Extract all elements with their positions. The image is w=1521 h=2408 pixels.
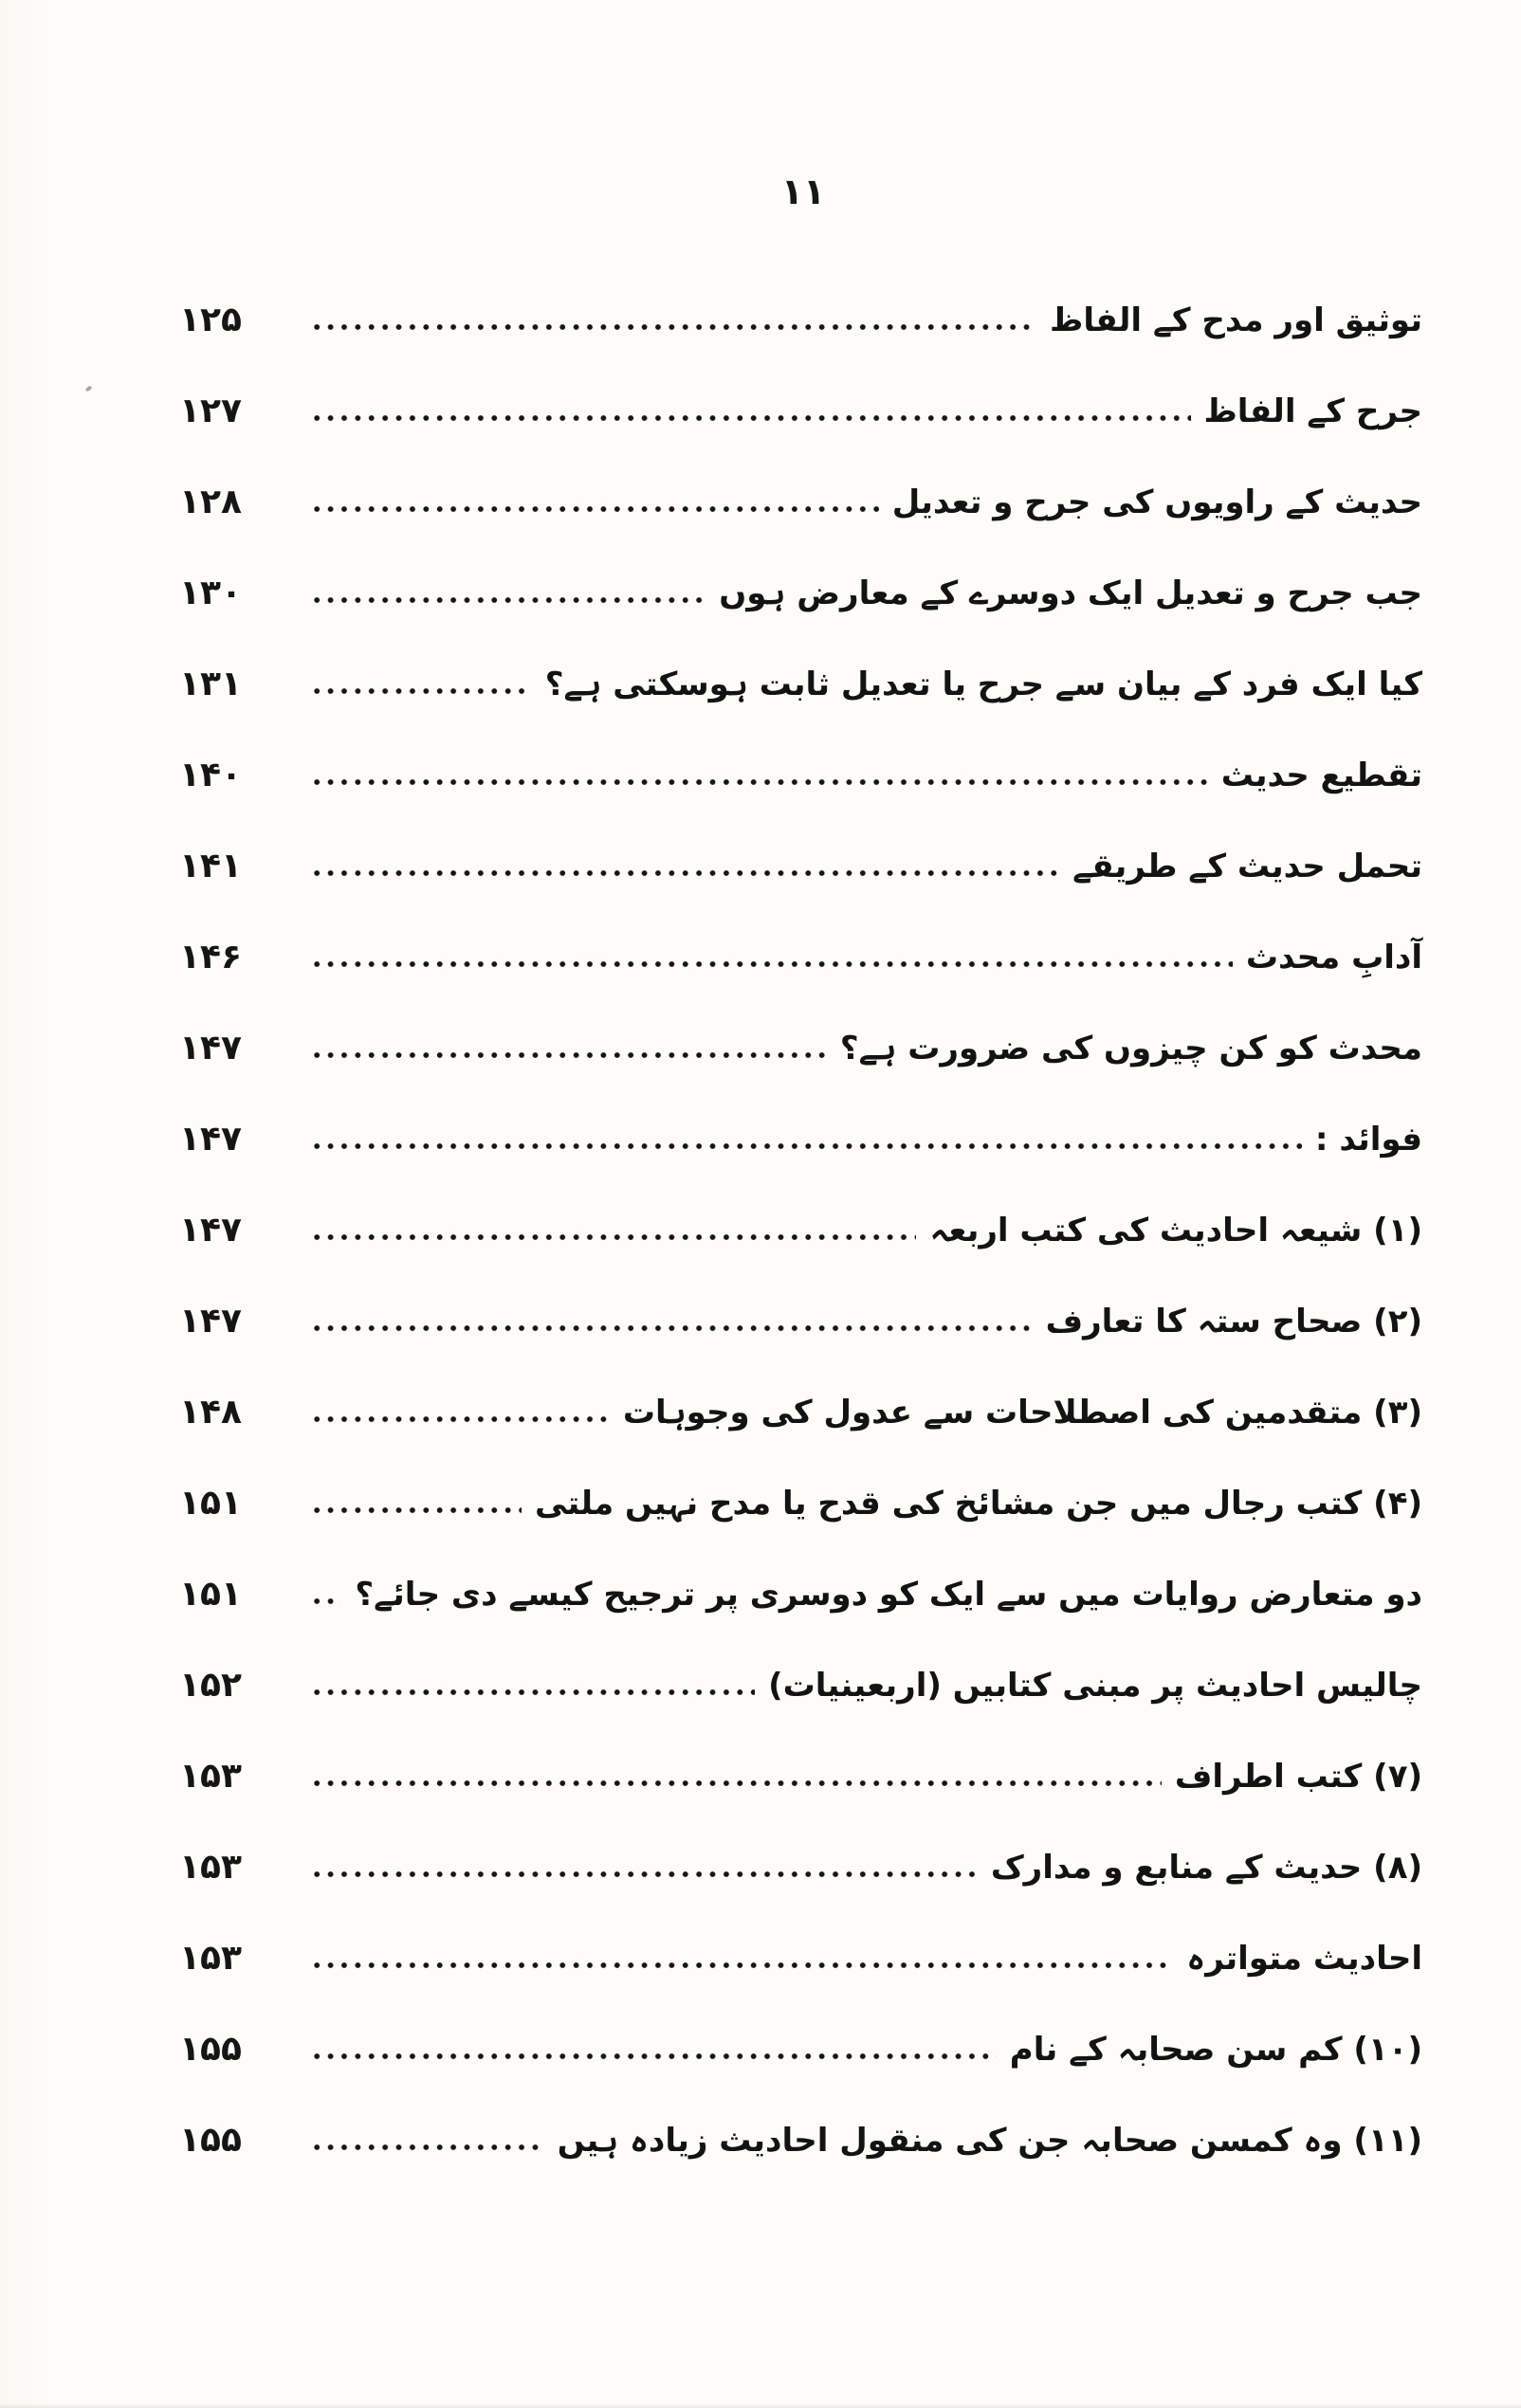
toc-entry-title: احادیث متواترہ [1186,1940,1422,1978]
toc-entry-page-number: ۱۴۷ [179,1120,242,1158]
dotted-leader [310,1140,1302,1150]
toc-entry-title: چالیس احادیث پر مبنی کتابیں (اربعینیات) [768,1667,1422,1705]
toc-entry [81,1458,1422,1549]
toc-entry-page-number: ۱۵۵ [179,2030,242,2069]
toc-entry [81,639,1422,730]
toc-entry [81,1276,1422,1367]
toc-entry-page-number: ۱۵۳ [179,1939,242,1978]
page-bottom-edge [0,2403,1521,2408]
toc-entry-page-number: ۱۴۱ [179,847,242,885]
toc-entry [81,1913,1422,2004]
toc-entry-title: جب جرح و تعدیل ایک دوسرے کے معارض ہوں [719,575,1422,612]
toc-entry-title: (۴) کتب رجال میں جن مشائخ کی قدح یا مدح نہیں ملتی [534,1485,1422,1523]
toc-entry-title: آدابِ محدث [1245,939,1422,976]
toc-entry [81,366,1422,457]
toc-entry [81,912,1422,1003]
toc-entry-title: (۱۰) کم سن صحابہ کے نام [1009,2031,1422,2069]
toc-entry-page-number: ۱۲۸ [179,483,242,521]
toc-entry [81,730,1422,821]
toc-entry-title: محدث کو کن چیزوں کی ضرورت ہے؟ [839,1030,1422,1067]
toc-entry-page-number: ۱۴۰ [179,756,242,794]
dotted-leader [310,867,1059,877]
dotted-leader [310,2051,997,2060]
toc-entry [81,1185,1422,1276]
toc-list [0,275,1521,2186]
dotted-leader [310,1049,827,1059]
dotted-leader [310,594,706,604]
toc-entry-title: (۳) متقدمین کی اصطلاحات سے عدول کی وجوہات [622,1394,1422,1432]
toc-entry-page-number: ۱۴۸ [179,1393,242,1432]
toc-entry-page-number: ۱۵۵ [179,2121,242,2160]
dotted-leader [310,1323,1033,1332]
toc-entry [81,1822,1422,1913]
dotted-leader [310,958,1233,968]
dotted-leader [310,1687,755,1696]
dotted-leader [310,1505,522,1514]
toc-entry-title: حدیث کے راویوں کی جرح و تعدیل [891,483,1422,521]
toc-entry-title: (۱۱) وہ کمسن صحابہ جن کی منقول احادیث زیادہ ہیں [557,2122,1422,2160]
toc-entry [81,1549,1422,1640]
toc-entry [81,1640,1422,1731]
toc-entry-page-number: ۱۴۷ [179,1029,242,1067]
toc-entry-title: دو متعارض روایات میں سے ایک کو دوسری پر ترجیح کیسے دی جائے؟ [355,1576,1422,1614]
toc-entry [81,2004,1422,2095]
toc-entry-page-number: ۱۴۶ [179,938,242,976]
dotted-leader [310,1231,916,1241]
dotted-leader [310,321,1036,331]
dotted-leader [310,1960,1173,1969]
toc-entry-page-number: ۱۲۷ [179,392,242,430]
toc-entry-title: (۸) حدیث کے منابع و مدارک [990,1849,1422,1887]
page-header [0,0,1521,212]
toc-entry-page-number: ۱۵۲ [179,1666,242,1705]
toc-entry-page-number: ۱۵۱ [179,1575,242,1614]
dotted-leader [310,1596,341,1605]
toc-entry-title: جرح کے الفاظ [1203,392,1422,430]
toc-entry [81,821,1422,912]
toc-entry-page-number: ۱۴۷ [179,1211,242,1250]
toc-entry-title: فوائد : [1314,1121,1422,1158]
toc-entry-page-number: ۱۵۳ [179,1757,242,1796]
toc-entry [81,1094,1422,1185]
dotted-leader [310,1869,978,1878]
toc-entry [81,2095,1422,2186]
toc-entry-title: تقطیع حدیث [1220,757,1422,794]
dotted-leader [310,776,1208,786]
toc-entry-title: کیا ایک فرد کے بیان سے جرح یا تعدیل ثابت ہوسکتی ہے؟ [544,666,1422,703]
page-number: ۱۱ [780,171,826,212]
toc-entry-title: تحمل حدیث کے طریقے [1072,848,1422,885]
dotted-leader [310,1778,1162,1787]
toc-entry-page-number: ۱۵۳ [179,1848,242,1887]
toc-entry [81,457,1422,548]
dotted-leader [310,412,1191,422]
toc-entry [81,548,1422,639]
dotted-leader [310,503,879,513]
toc-entry-title: (۷) کتب اطراف [1174,1758,1422,1796]
dotted-leader [310,685,532,695]
toc-entry-page-number: ۱۲۵ [179,301,242,339]
toc-entry [81,1003,1422,1094]
toc-entry-title: (۱) شیعہ احادیث کی کتب اربعہ [929,1212,1422,1250]
toc-entry-page-number: ۱۳۰ [179,574,242,612]
toc-entry [81,1731,1422,1822]
toc-entry-page-number: ۱۵۱ [179,1484,242,1523]
toc-entry-title: توثیق اور مدح کے الفاظ [1050,301,1422,339]
toc-entry-page-number: ۱۳۱ [179,665,242,703]
dotted-leader [310,1414,610,1423]
toc-entry-title: (۲) صحاح ستہ کا تعارف [1045,1303,1422,1341]
toc-entry [81,275,1422,366]
toc-entry-page-number: ۱۴۷ [179,1302,242,1341]
dotted-leader [310,2142,544,2151]
toc-entry [81,1367,1422,1458]
